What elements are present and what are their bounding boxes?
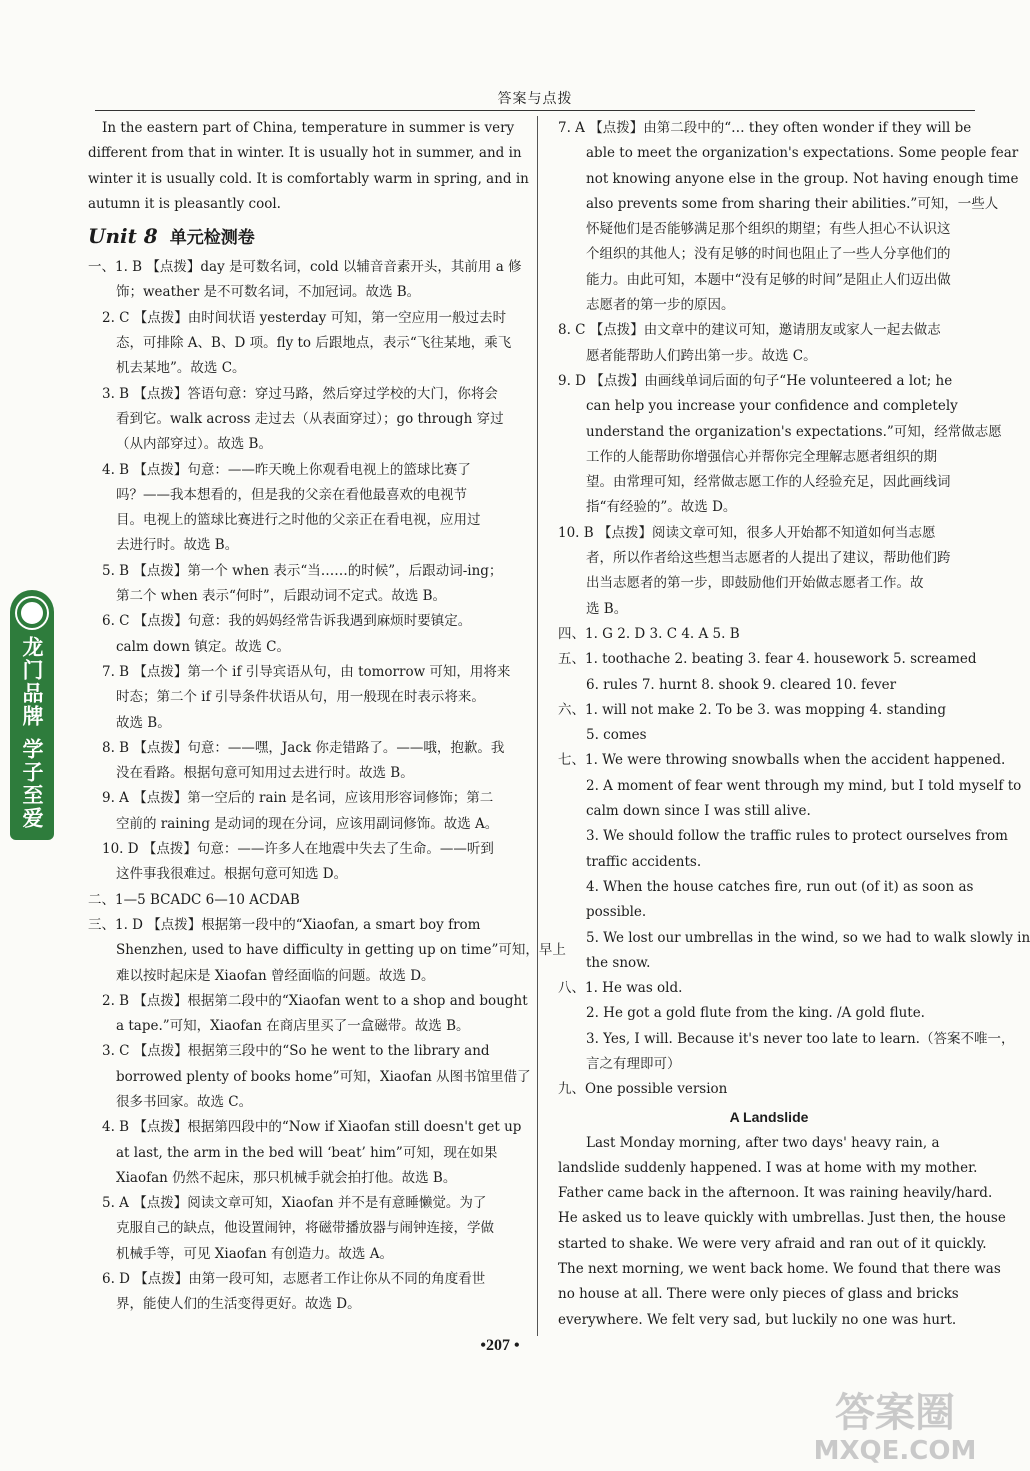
unit-subtitle: 单元检测卷 (169, 228, 255, 249)
text-line: 故选 B。 (116, 714, 171, 731)
text-line: 目。电视上的篮球比赛进行之时他的父亲正在看电视，应用过 (116, 512, 481, 529)
text-line: 4. B 【点拨】句意：——昨天晚上你观看电视上的篮球比赛了 (102, 461, 471, 478)
text-line: 4. When the house catches fire, run out (of it) as soon as (586, 878, 974, 895)
text-line: 言之有理即可） (586, 1055, 681, 1072)
text-line: 7. A 【点拨】由第二段中的“… they often wonder if they will be (558, 120, 972, 136)
text-line: started to shake. We were very afraid and ran out of it quickly. (558, 1235, 987, 1252)
text-line: 这件事我很难过。根据句意可知选 D。 (116, 866, 348, 883)
text-line: 10. D 【点拨】句意：——许多人在地震中失去了生命。——听到 (102, 841, 494, 858)
text-line: no house at all. There were only pieces of glass and bricks (558, 1286, 959, 1303)
text-line: 3. B 【点拨】答语句意：穿过马路，然后穿过学校的大门，你将会 (102, 385, 498, 402)
text-line: 选 B。 (586, 600, 628, 617)
text-line: 9. D 【点拨】由画线单词后面的句子“He volunteered a lot; he (558, 372, 953, 389)
page-header (95, 86, 975, 111)
text-line: 5. comes (586, 727, 647, 744)
text-line: 机械手等，可见 Xiaofan 有创造力。故选 A。 (116, 1245, 393, 1262)
text-line: 9. A 【点拨】第一空后的 rain 是名词，应该用形容词修饰；第二 (102, 790, 494, 807)
brand-side-tab (10, 590, 54, 840)
text-line: the snow. (586, 954, 651, 971)
text-line: a tape.”可知，Xiaofan 在商店里买了一盒磁带。故选 B。 (116, 1018, 470, 1035)
text-line: 5. B 【点拨】第一个 when 表示“当……的时候”，后跟动词-ing； (102, 562, 503, 579)
text-line: landslide suddenly happened. I was at home with my mother. (558, 1159, 978, 1176)
left-column (88, 116, 566, 1318)
text-line: 六、1. will not make 2. To be 3. was mopping 4. standing (558, 701, 947, 718)
text-line: 八、1. He was old. (558, 980, 683, 997)
text-line: 去进行时。故选 B。 (116, 537, 239, 554)
text-line: 空前的 raining 是动词的现在分词，应该用副词修饰。故选 A。 (116, 815, 499, 832)
text-line: 三、1. D 【点拨】根据第一段中的“Xiaofan, a smart boy from (88, 916, 481, 933)
text-line: 者，所以作者给这些想当志愿者的人提出了建议，帮助他们跨 (586, 550, 951, 567)
text-line: not knowing anyone else in the group. Not having enough time (586, 170, 1019, 187)
text-line: 界，能使人们的生活变得更好。故选 D。 (116, 1296, 361, 1313)
text-line: 2. B 【点拨】根据第二段中的“Xiaofan went to a shop and bought (102, 992, 528, 1009)
text-line: Last Monday morning, after two days' heavy rain, a (586, 1134, 940, 1151)
text-line: 10. B 【点拨】阅读文章可知，很多人开始都不知道如何当志愿 (558, 524, 936, 541)
text-line: 8. C 【点拨】由文章中的建议可知，邀请朋友或家人一起去做志 (558, 322, 941, 339)
text-line: 4. B 【点拨】根据第四段中的“Now if Xiaofan still doesn't get up (102, 1119, 522, 1136)
text-line: 四、1. G 2. D 3. C 4. A 5. B (558, 625, 740, 642)
text-line: 望。由常理可知，经常做志愿工作的人经验充足，因此画线词 (586, 474, 951, 491)
text-line: 个组织的其他人；没有足够的时间也阻止了一些人分享他们的 (586, 246, 951, 263)
text-line: 指“有经验的”。故选 D。 (586, 499, 737, 516)
text-line: 3. Yes, I will. Because it's never too late to learn.（答案不唯一， (586, 1030, 1015, 1047)
unit-title: Unit 8 (88, 224, 158, 249)
text-line: 2. A moment of fear went through my mind, but I told myself to (586, 777, 1022, 794)
text-line: 九、One possible version (558, 1081, 728, 1098)
text-line: 难以按时起床是 Xiaofan 曾经面临的问题。故选 D。 (116, 967, 435, 984)
text-line: borrowed plenty of books home”可知，Xiaofan 从图书馆里借了 (116, 1068, 531, 1085)
text-line: 饰；weather 是不可数名词，不加冠词。故选 B。 (116, 284, 421, 301)
text-line: 时态；第二个 if 引导条件状语从句，用一般现在时表示将来。 (116, 689, 485, 706)
text-line: 5. We lost our umbrellas in the wind, so we had to walk slowly in (586, 929, 1030, 946)
text-line: He asked us to leave quickly with umbrellas. Just then, the house (558, 1210, 1006, 1227)
circle-icon (17, 598, 47, 628)
text-line: 五、1. toothache 2. beating 3. fear 4. housework 5. screamed (558, 651, 977, 668)
text-line: everywhere. We felt very sad, but luckily no one was hurt. (558, 1311, 957, 1328)
text-line: able to meet the organization's expectations. Some people fear (586, 145, 1019, 162)
text-line: 能力。由此可知，本题中“没有足够的时间”是阻止人们迈出做 (586, 271, 951, 288)
text-line: 七、1. We were throwing snowballs when the accident happened. (558, 752, 1006, 769)
text-line: In the eastern part of China, temperature in summer is very (102, 120, 515, 136)
text-line: can help you increase your confidence and completely (586, 398, 958, 415)
text-line: Xiaofan 仍然不起床，那只机械手就会拍打他。故选 B。 (116, 1169, 457, 1186)
text-line: 愿者能帮助人们跨出第一步。故选 C。 (586, 347, 817, 364)
watermark-text: 答案圈 (835, 1390, 955, 1436)
text-line: 机去某地”。故选 C。 (116, 360, 246, 377)
text-line: calm down since I was still alive. (586, 803, 811, 820)
text-line: 工作的人能帮助你增强信心并帮你完全理解志愿者组织的期 (586, 448, 937, 465)
text-line: 克服自己的缺点，他设置闹钟，将磁带播放器与闹钟连接，学做 (116, 1220, 494, 1237)
watermark-logo (800, 1390, 990, 1466)
text-line: winter it is usually cold. It is comfortably warm in spring, and in (88, 170, 529, 187)
text-line: Father came back in the afternoon. It was raining heavily/hard. (558, 1185, 993, 1202)
text-line: 2. He got a gold flute from the king. /A gold flute. (586, 1005, 925, 1022)
text-line: 一、1. B 【点拨】day 是可数名词，cold 以辅音音素开头，其前用 a 修 (88, 259, 522, 276)
right-column (558, 116, 1030, 1333)
text-line: calm down 镇定。故选 C。 (116, 638, 290, 655)
text-line: 没在看路。根据句意可知用过去进行时。故选 B。 (116, 765, 414, 782)
essay-title: A Landslide (729, 1108, 809, 1125)
text-line: understand the organization's expectations.”可知，经常做志愿 (586, 423, 1002, 440)
text-line: 看到它。walk across 走过去（从表面穿过）；go through 穿过 (116, 410, 504, 427)
text-line: Shenzhen, used to have difficulty in getting up on time”可知，早上 (116, 942, 566, 959)
text-line: at last, the arm in the bed will ‘beat’ him”可知，现在如果 (116, 1144, 498, 1161)
text-line: 7. B 【点拨】第一个 if 引导宾语从句，由 tomorrow 可知，用将来 (102, 663, 511, 680)
text-line: 吗？——我本想看的，但是我的父亲在看他最喜欢的电视节 (116, 486, 467, 503)
header-title: 答案与点拨 (497, 91, 573, 107)
text-line: 6. rules 7. hurnt 8. shook 9. cleared 10. fever (586, 676, 897, 693)
text-line: 3. We should follow the traffic rules to protect ourselves from (586, 828, 1008, 845)
text-line: 8. B 【点拨】句意：——嘿，Jack 你走错路了。——哦，抱歉。我 (102, 739, 505, 756)
text-line: 志愿者的第一步的原因。 (586, 297, 735, 314)
brand-slogan-1: 龙门品牌 (20, 636, 44, 728)
column-divider (537, 116, 538, 1336)
brand-slogan-2: 学子至爱 (20, 738, 44, 830)
text-line: 6. C 【点拨】句意：我的妈妈经常告诉我遇到麻烦时要镇定。 (102, 613, 472, 630)
text-line: 第二个 when 表示“何时”，后跟动词不定式。故选 B。 (116, 588, 447, 605)
text-line: 6. D 【点拨】由第一段可知，志愿者工作让你从不同的角度看世 (102, 1271, 486, 1288)
text-line: 态，可排除 A、B、D 项。fly to 后跟地点，表示“飞往某地，乘飞 (116, 335, 512, 352)
text-line: 2. C 【点拨】由时间状语 yesterday 可知，第一空应用一般过去时 (102, 309, 507, 326)
text-line: The next morning, we went back home. We found that there was (558, 1261, 1001, 1278)
text-line: different from that in winter. It is usually hot in summer, and in (88, 145, 522, 162)
text-line: 二、1—5 BCADC 6—10 ACDAB (88, 891, 300, 908)
text-line: 出当志愿者的第一步，即鼓励他们开始做志愿者工作。故 (586, 575, 924, 592)
text-line: autumn it is pleasantly cool. (88, 195, 281, 212)
text-line: traffic accidents. (586, 853, 702, 870)
text-line: 3. C 【点拨】根据第三段中的“So he went to the library and (102, 1043, 490, 1060)
text-line: also prevents some from sharing their abilities.”可知，一些人 (586, 195, 999, 212)
text-line: possible. (586, 904, 647, 921)
unit-heading (88, 217, 526, 255)
text-line: 怀疑他们是否能够满足那个组织的期望；有些人担心不认识这 (586, 221, 951, 238)
text-line: （从内部穿过）。故选 B。 (116, 436, 272, 453)
text-line: 很多书回家。故选 C。 (116, 1093, 253, 1110)
page-number: •207 • (480, 1337, 520, 1354)
watermark-url: MXQE.COM (813, 1436, 977, 1466)
text-line: 5. A 【点拨】阅读文章可知，Xiaofan 并不是有意睡懒觉。为了 (102, 1195, 487, 1212)
